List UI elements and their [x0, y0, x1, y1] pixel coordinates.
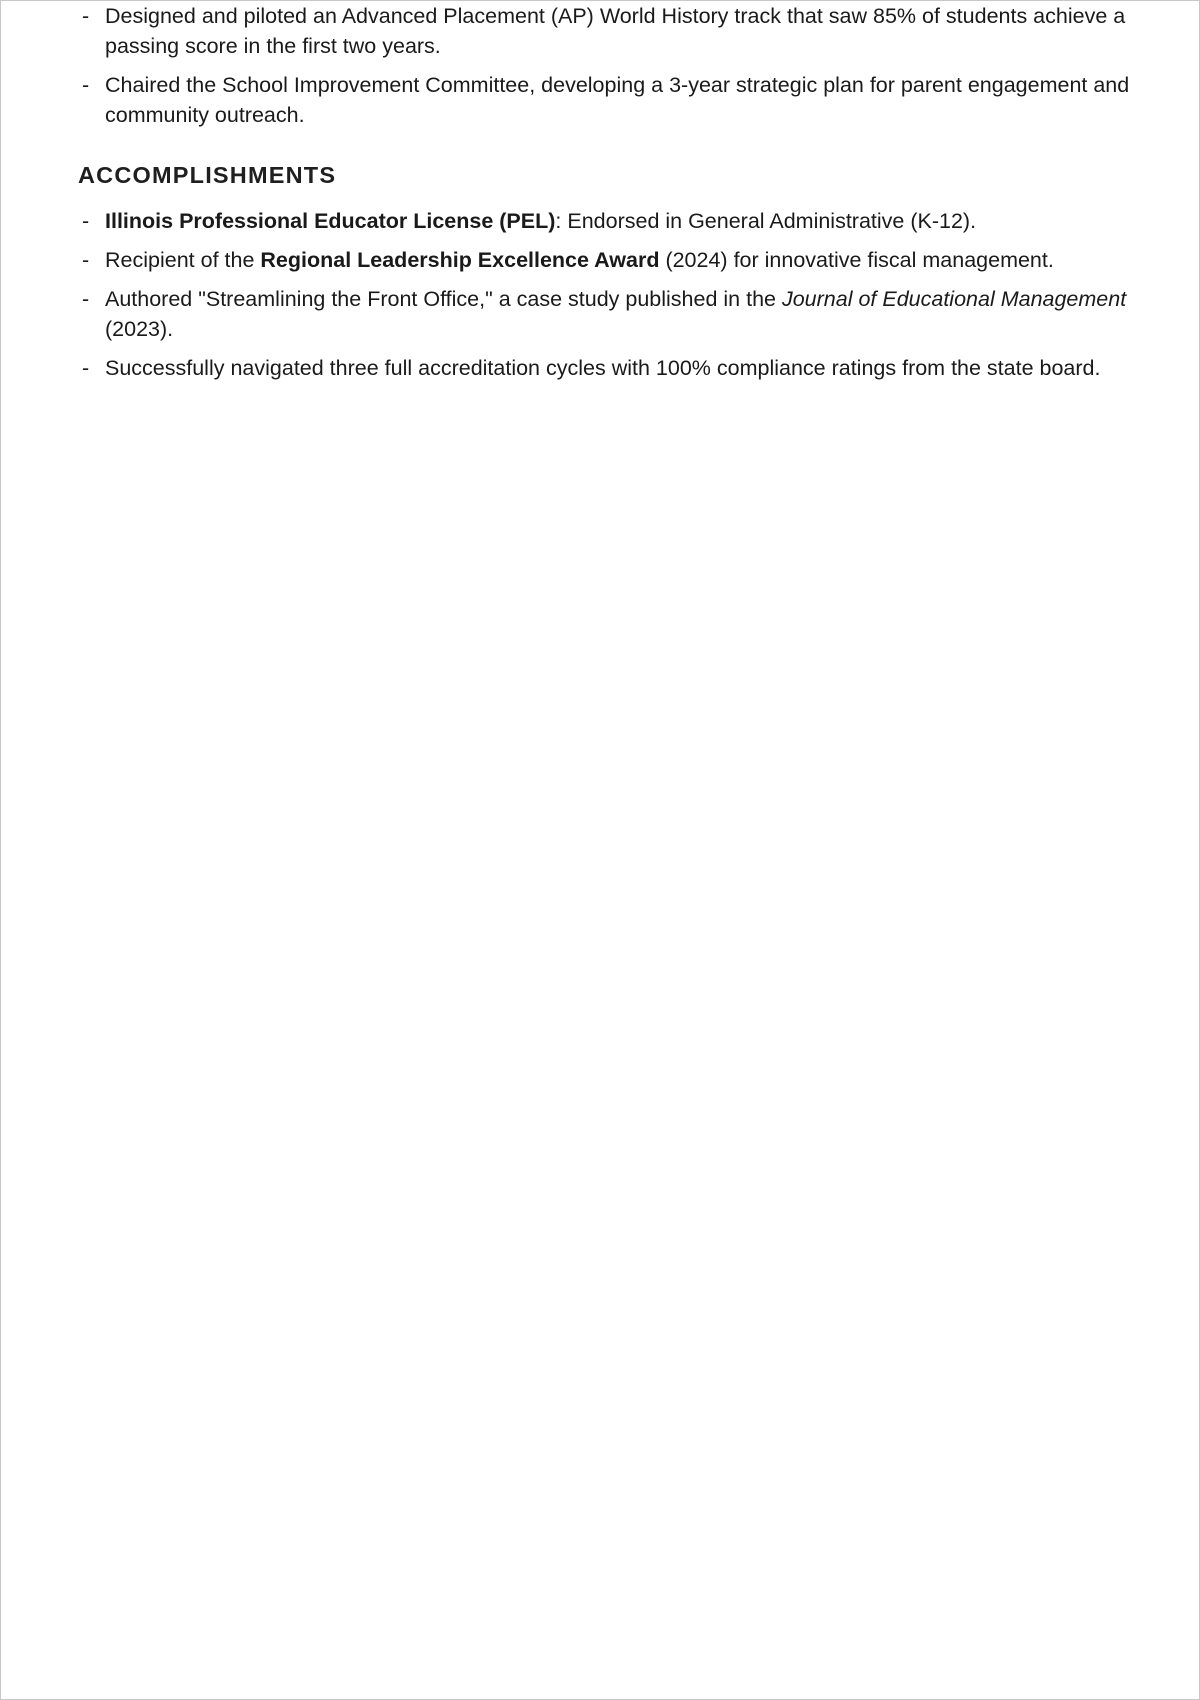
award-name: Regional Leadership Excellence Award: [260, 248, 660, 272]
bullet-text: Designed and piloted an Advanced Placement (AP) World History track that saw 85% of students achieve a passing score in the first two years.: [105, 4, 1126, 58]
bullet-text: Chaired the School Improvement Committee, developing a 3-year strategic plan for parent engagement and community outreach.: [105, 73, 1130, 127]
award-detail: (2024) for innovative fiscal management.: [659, 248, 1054, 272]
experience-bullet-list: [78, 1, 1138, 130]
accreditation-text: Successfully navigated three full accreditation cycles with 100% compliance ratings from the state board.: [105, 356, 1101, 380]
bullet-dash: -: [82, 73, 90, 97]
list-item: [78, 284, 1138, 344]
list-item: [78, 353, 1138, 383]
publication-year: (2023).: [105, 317, 174, 341]
list-item: [78, 206, 1138, 236]
award-prefix: Recipient of the: [105, 248, 261, 272]
bullet-dash: -: [82, 209, 90, 233]
bullet-dash: -: [82, 287, 90, 311]
journal-title: Journal of Educational Management: [781, 287, 1127, 311]
bullet-dash: -: [82, 356, 90, 380]
publication-prefix: Authored "Streamlining the Front Office," a case study published in the: [105, 287, 782, 311]
accomplishments-heading: ACCOMPLISHMENTS: [78, 162, 337, 188]
accomplishments-list: [78, 206, 1138, 383]
list-item: [78, 70, 1138, 130]
list-item: [78, 245, 1138, 275]
license-detail: : Endorsed in General Administrative (K-12).: [555, 209, 977, 233]
document-content: [78, 1, 1138, 392]
list-item: [78, 1, 1138, 61]
license-name: Illinois Professional Educator License (PEL): [105, 209, 556, 233]
bullet-dash: -: [82, 248, 90, 272]
bullet-dash: -: [82, 4, 90, 28]
